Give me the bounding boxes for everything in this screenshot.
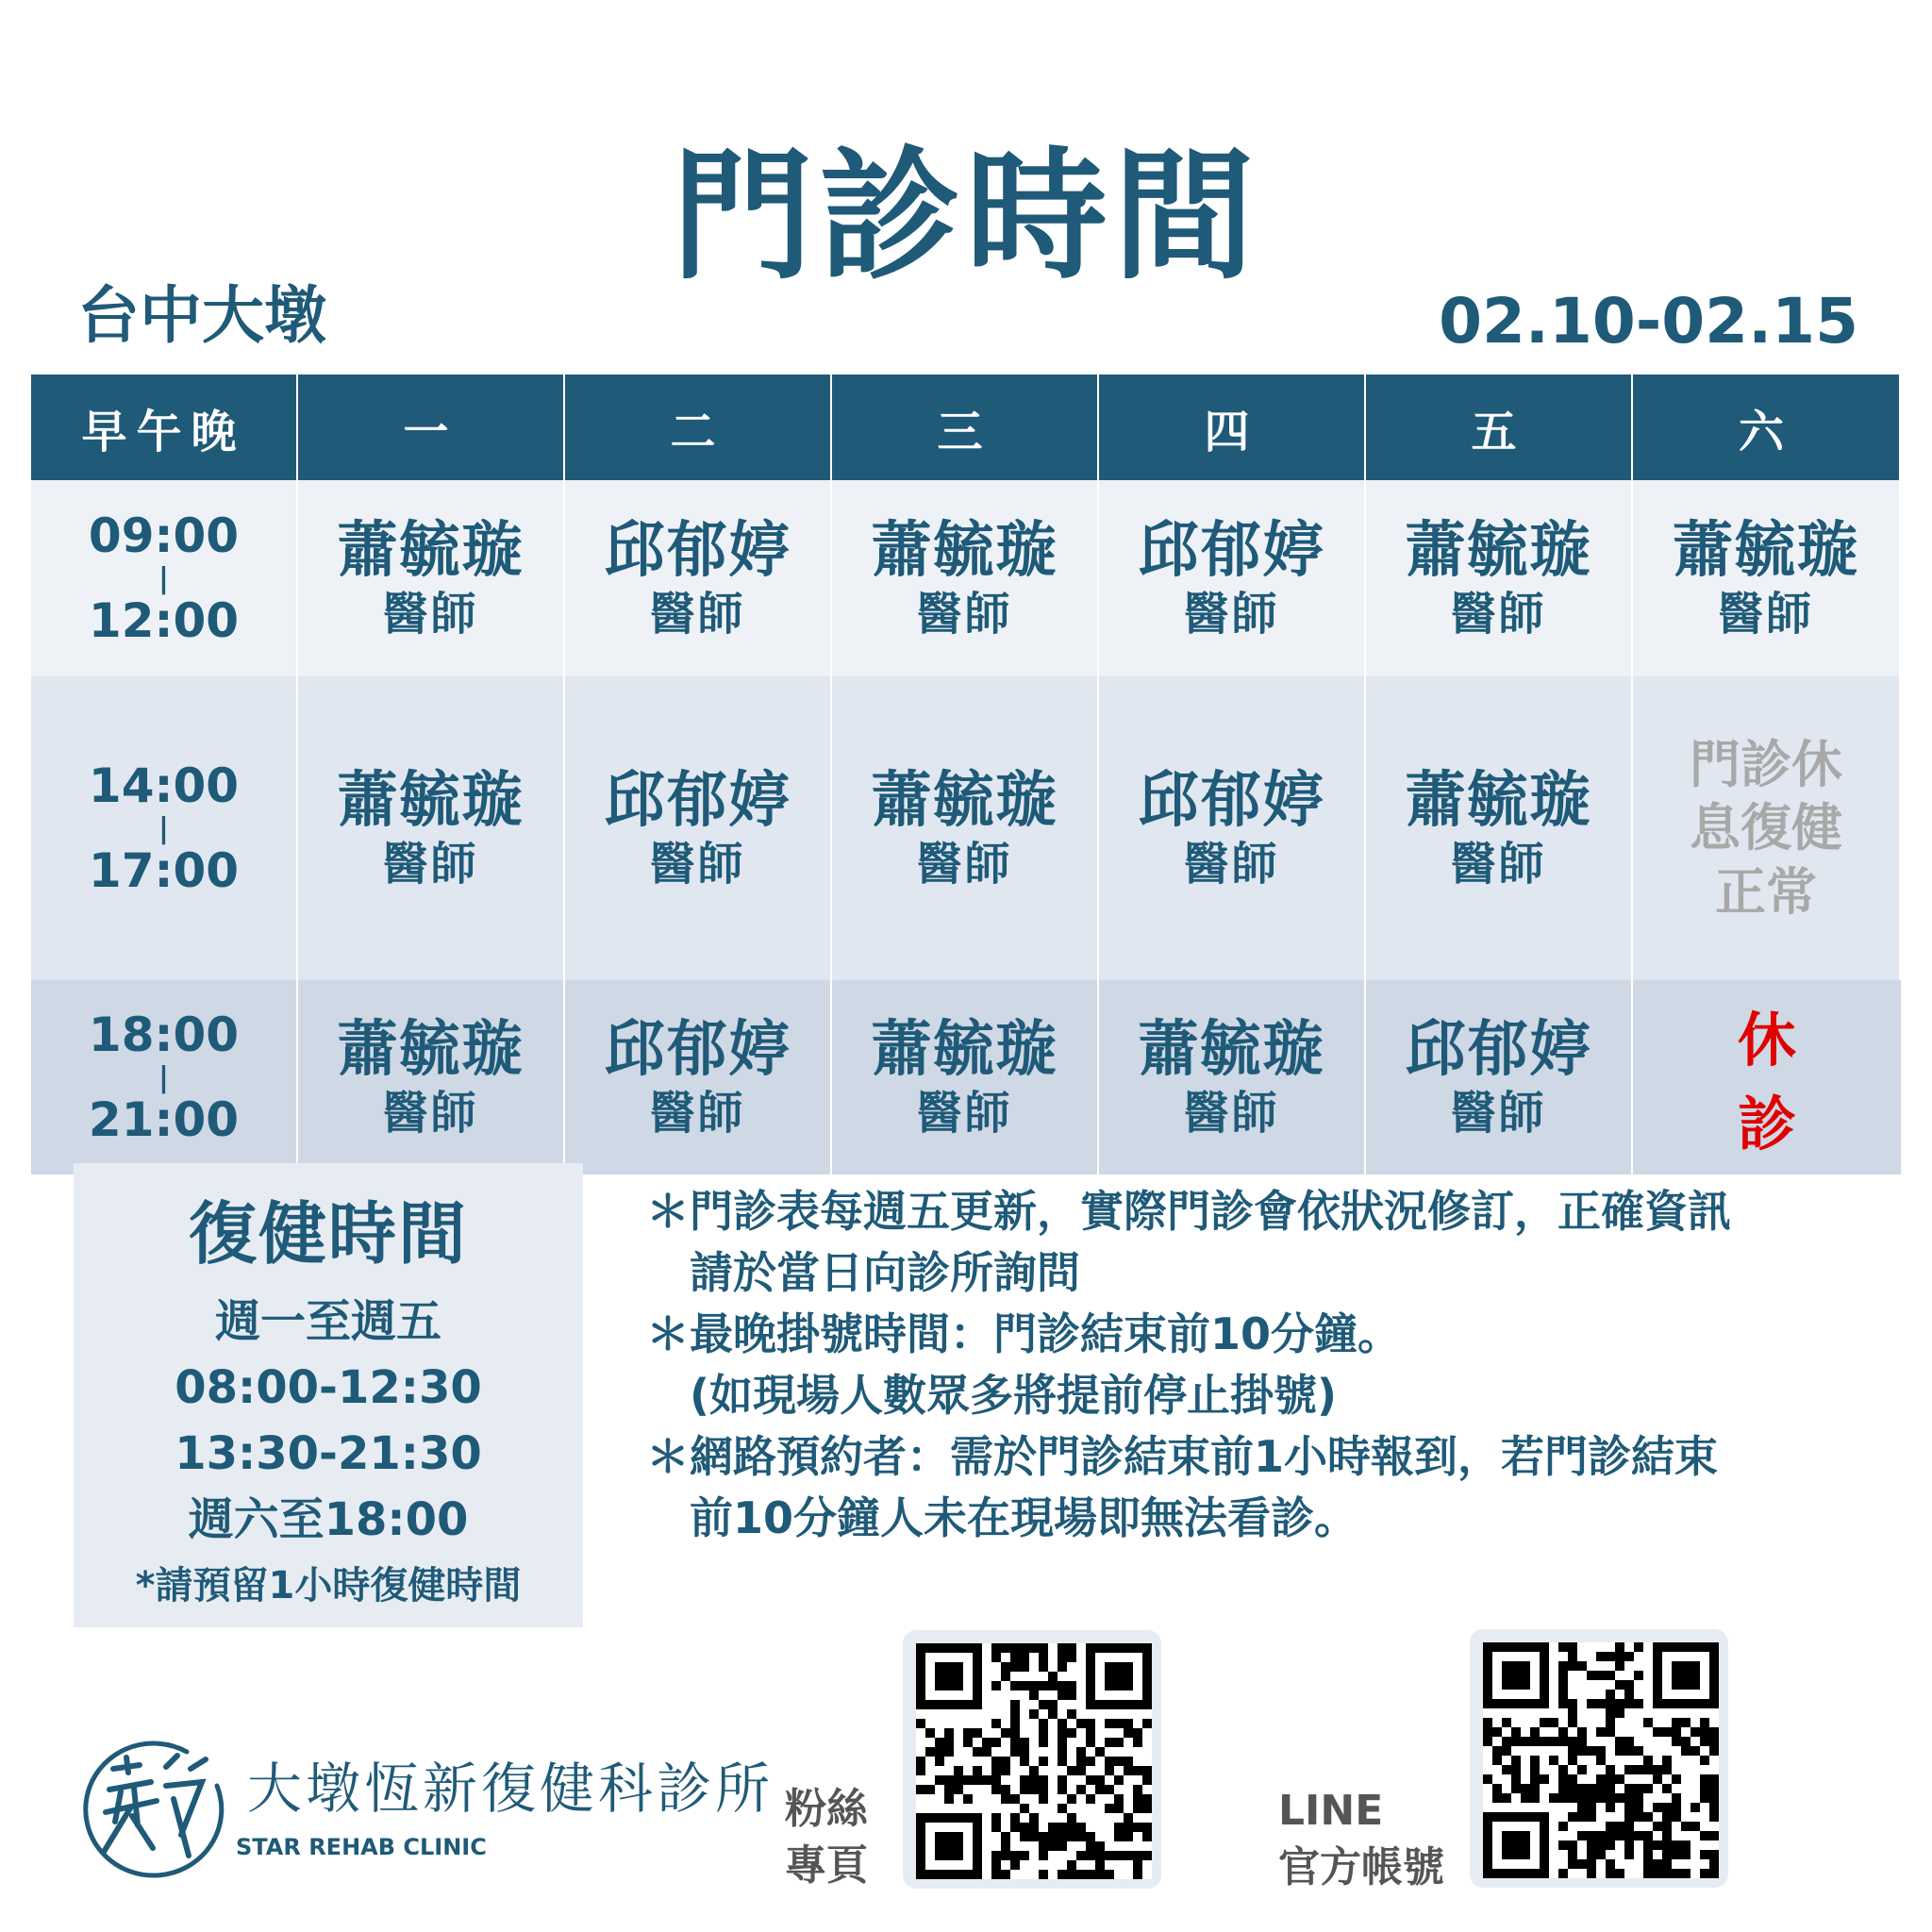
clinic-name: 大墩恆新復健科診所 <box>247 1757 774 1821</box>
time-separator: | <box>158 1060 169 1094</box>
schedule-cell <box>565 980 832 1174</box>
date-range: 02.10-02.15 <box>1439 285 1858 358</box>
doctor-title: 醫師 <box>1183 587 1280 641</box>
doctor-title: 醫師 <box>382 837 479 891</box>
doctor-name: 邱郁婷 <box>604 765 791 836</box>
rehab-afternoon-hours: 13:30-21:30 <box>175 1427 482 1481</box>
rehab-title: 復健時間 <box>188 1194 468 1274</box>
header-day: 二 <box>565 375 832 480</box>
header-day: 六 <box>1633 375 1901 480</box>
time-start: 14:00 <box>88 758 240 813</box>
qr-pattern <box>916 1643 1152 1879</box>
doctor-title: 醫師 <box>1450 587 1547 641</box>
time-start: 09:00 <box>88 508 240 563</box>
doctor-title: 醫師 <box>916 837 1013 891</box>
time-end: 21:00 <box>88 1091 240 1147</box>
schedule-cell <box>832 480 1099 676</box>
time-separator: | <box>158 811 169 845</box>
rehab-morning-hours: 08:00-12:30 <box>175 1361 482 1415</box>
rehab-hours-box <box>74 1163 583 1627</box>
note-line: (如現場人數眾多將提前停止掛號) <box>646 1370 1338 1421</box>
notes-list <box>646 1181 1873 1549</box>
doctor-title: 醫師 <box>649 837 746 891</box>
header-day: 五 <box>1366 375 1633 480</box>
doctor-name: 邱郁婷 <box>1138 515 1325 586</box>
doctor-name: 蕭毓璇 <box>337 765 525 836</box>
rehab-note: *請預留1小時復健時間 <box>135 1564 522 1608</box>
note-line: ＊網路預約者：需於門診結束前1小時報到，若門診結束 <box>646 1431 1719 1482</box>
doctor-title: 醫師 <box>1717 587 1814 641</box>
doctor-name: 蕭毓璇 <box>1405 515 1592 586</box>
clinic-location: 台中大墩 <box>77 279 326 352</box>
note-line: ＊最晚掛號時間：門診結束前10分鐘。 <box>646 1308 1402 1359</box>
schedule-cell <box>832 980 1099 1174</box>
rehab-saturday-hours: 週六至18:00 <box>188 1493 469 1547</box>
doctor-name: 邱郁婷 <box>1405 1014 1592 1085</box>
doctor-name: 蕭毓璇 <box>1138 1014 1325 1085</box>
doctor-name: 蕭毓璇 <box>337 1014 525 1085</box>
time-end: 12:00 <box>88 592 240 648</box>
line-qr-code[interactable] <box>1470 1629 1728 1888</box>
doctor-name: 蕭毓璇 <box>1673 515 1859 586</box>
fanpage-qr-code[interactable] <box>903 1630 1161 1889</box>
line-account-label-line: LINE <box>1278 1787 1384 1835</box>
schedule-cell <box>565 480 832 676</box>
page-title: 門診時間 <box>671 135 1260 299</box>
rest-note: 門診休息復健正常 <box>1690 734 1842 922</box>
fanpage-label-line: 粉絲 <box>785 1785 868 1833</box>
clinic-name-english: STAR REHAB CLINIC <box>236 1834 487 1860</box>
doctor-name: 蕭毓璇 <box>871 515 1058 586</box>
doctor-title: 醫師 <box>1183 837 1280 891</box>
doctor-title: 醫師 <box>382 1086 479 1140</box>
schedule-cell <box>298 676 565 980</box>
doctor-name: 邱郁婷 <box>604 515 791 586</box>
schedule-cell <box>298 980 565 1174</box>
schedule-cell <box>1099 980 1366 1174</box>
note-line: ＊門診表每週五更新，實際門診會依狀況修訂，正確資訊 <box>646 1186 1731 1237</box>
clinic-logo-icon <box>75 1731 236 1882</box>
schedule-cell <box>298 480 565 676</box>
doctor-title: 醫師 <box>649 587 746 641</box>
header-period: 早午晚 <box>31 375 298 480</box>
doctor-name: 蕭毓璇 <box>871 765 1058 836</box>
fanpage-label-line: 專頁 <box>785 1841 868 1890</box>
schedule-cell <box>1633 480 1901 676</box>
schedule-cell <box>565 676 832 980</box>
fanpage-label <box>785 1781 879 1894</box>
doctor-title: 醫師 <box>916 587 1013 641</box>
doctor-name: 蕭毓璇 <box>871 1014 1058 1085</box>
doctor-name: 蕭毓璇 <box>1405 765 1592 836</box>
time-slot-cell <box>31 676 298 980</box>
doctor-title: 醫師 <box>916 1086 1013 1140</box>
header-day: 四 <box>1099 375 1366 480</box>
time-end: 17:00 <box>88 842 240 898</box>
line-account-label <box>1278 1783 1444 1896</box>
time-start: 18:00 <box>88 1008 240 1062</box>
doctor-title: 醫師 <box>1450 837 1547 891</box>
header-day: 三 <box>832 375 1099 480</box>
closed-label: 休診 <box>1737 1006 1862 1158</box>
time-slot-cell <box>31 480 298 676</box>
schedule-cell <box>1099 480 1366 676</box>
rehab-weekday-label: 週一至週五 <box>214 1295 441 1349</box>
doctor-title: 醫師 <box>649 1086 746 1140</box>
schedule-cell <box>1633 980 1901 1174</box>
doctor-name: 邱郁婷 <box>604 1014 791 1085</box>
schedule-cell <box>832 676 1099 980</box>
doctor-title: 醫師 <box>1450 1086 1547 1140</box>
doctor-title: 醫師 <box>382 587 479 641</box>
schedule-cell <box>1366 676 1633 980</box>
schedule-cell <box>1366 480 1633 676</box>
schedule-table <box>31 375 1901 1174</box>
time-slot-cell <box>31 980 298 1174</box>
line-account-label-line: 官方帳號 <box>1278 1843 1444 1891</box>
time-separator: | <box>158 561 169 595</box>
schedule-cell <box>1366 980 1633 1174</box>
doctor-title: 醫師 <box>1183 1086 1280 1140</box>
doctor-name: 邱郁婷 <box>1138 765 1325 836</box>
qr-pattern <box>1483 1642 1719 1878</box>
header-day: 一 <box>298 375 565 480</box>
schedule-cell <box>1099 676 1366 980</box>
note-line: 前10分鐘人未在現場即無法看診。 <box>646 1492 1358 1543</box>
schedule-cell <box>1633 676 1901 980</box>
doctor-name: 蕭毓璇 <box>337 515 525 586</box>
note-line: 請於當日向診所詢問 <box>646 1247 1080 1298</box>
